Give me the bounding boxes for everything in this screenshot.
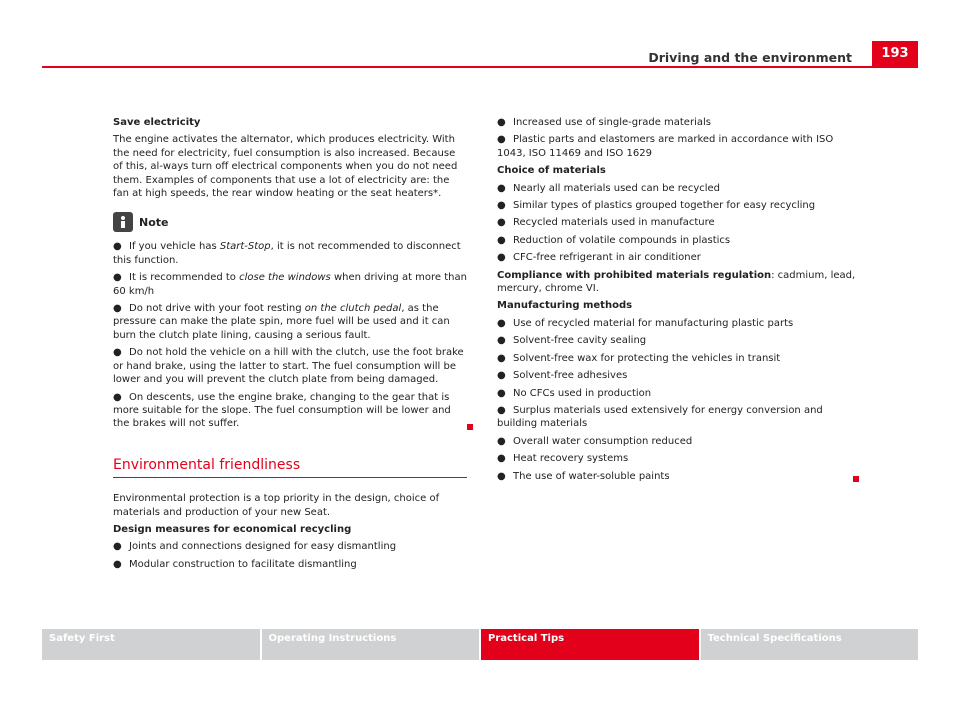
footer-tab-technical-specifications[interactable]: Technical Specifications xyxy=(701,629,919,660)
bullet-icon: ● xyxy=(497,470,506,482)
bullet-icon: ● xyxy=(497,370,506,382)
bullet-icon: ● xyxy=(113,558,122,570)
bullet-icon: ● xyxy=(113,541,122,553)
header-rule xyxy=(42,66,918,68)
bullet-icon: ● xyxy=(497,352,506,364)
bullet-icon: ● xyxy=(497,117,506,128)
list-item: ● Recycled materials used in manufacture xyxy=(497,217,715,229)
bullet-icon: ● xyxy=(497,252,506,264)
save-electricity-text: The engine activates the alternator, which produces electricity. With the need for electricity, fuel consumption is also increased. Because of this, al-ways turn off electrical components when you do not need them. Examples of components that use a lot of electricity are: the fan at high speeds, the rear window heating or the seat heaters*. xyxy=(113,134,458,200)
bullet-icon: ● xyxy=(497,182,506,194)
compliance-text: Compliance with prohibited materials regulation: cadmium, lead, mercury, chrome VI. xyxy=(497,269,856,295)
list-item: ● Use of recycled material for manufacturing plastic parts xyxy=(497,317,794,329)
bullet-icon: ● xyxy=(497,134,506,146)
right-column xyxy=(497,116,857,487)
list-item: ● The use of water-soluble paints xyxy=(497,470,857,483)
list-item: ● Solvent-free cavity sealing xyxy=(497,335,647,347)
list-item: ● Increased use of single-grade materials xyxy=(497,117,711,128)
footer-tab-practical-tips[interactable]: Practical Tips xyxy=(481,629,699,660)
list-item: ● CFC-free refrigerant in air conditioner xyxy=(497,252,701,264)
list-item: ● Similar types of plastics grouped together for easy recycling xyxy=(497,200,816,212)
save-electricity-heading: Save electricity xyxy=(113,117,201,128)
bullet-icon: ● xyxy=(497,234,506,246)
list-item: ● Nearly all materials used can be recycled xyxy=(497,182,721,194)
footer-tab-operating-instructions[interactable]: Operating Instructions xyxy=(262,629,480,660)
section-title: Environmental friendliness xyxy=(113,459,467,478)
list-item: ● Joints and connections designed for easy dismantling xyxy=(113,541,397,553)
bullet-icon: ● xyxy=(497,317,506,329)
end-of-section-icon xyxy=(467,424,473,430)
left-column xyxy=(113,116,467,575)
page-header-title: Driving and the environment xyxy=(648,50,852,65)
bullet-icon: ● xyxy=(497,404,506,416)
bullet-icon: ● xyxy=(113,303,122,315)
note-item: ● It is recommended to close the windows when driving at more than 60 km/h xyxy=(113,272,467,297)
env-text: Environmental protection is a top priority in the design, choice of materials and production of your new Seat. xyxy=(113,493,440,518)
note-item: ● On descents, use the engine brake, changing to the gear that is more suitable for the slope. The fuel consumption will be lower and the brakes will not suffer. xyxy=(113,391,467,431)
manufacturing-heading: Manufacturing methods xyxy=(497,300,633,312)
list-item: ● Reduction of volatile compounds in plastics xyxy=(497,234,731,246)
bullet-icon: ● xyxy=(497,335,506,347)
end-of-section-icon xyxy=(853,476,859,482)
bullet-icon: ● xyxy=(497,387,506,399)
design-heading: Design measures for economical recycling xyxy=(113,523,352,535)
list-item: ● Heat recovery systems xyxy=(497,453,629,465)
list-item: ● No CFCs used in production xyxy=(497,387,652,399)
note-label: Note xyxy=(139,215,169,229)
note-header xyxy=(113,212,467,232)
note-item: ● If you vehicle has Start-Stop, it is not recommended to disconnect this function. xyxy=(113,241,461,266)
page-number: 193 xyxy=(872,41,918,67)
list-item: ● Solvent-free wax for protecting the vehicles in transit xyxy=(497,352,781,364)
list-item: ● Solvent-free adhesives xyxy=(497,370,628,382)
bullet-icon: ● xyxy=(497,200,506,212)
note-icon xyxy=(113,212,133,232)
bullet-icon: ● xyxy=(113,391,122,403)
note-item: ● Do not hold the vehicle on a hill with the clutch, use the foot brake or hand brake, using the latter to start. The fuel consumption will be lower and you will prevent the clutch plate from being damaged. xyxy=(113,347,464,386)
list-item: ● Modular construction to facilitate dismantling xyxy=(113,558,357,570)
bullet-icon: ● xyxy=(497,453,506,465)
bullet-icon: ● xyxy=(497,435,506,447)
list-item: ● Surplus materials used extensively for energy conversion and building materials xyxy=(497,404,823,430)
footer-nav xyxy=(42,629,918,660)
choice-heading: Choice of materials xyxy=(497,165,606,177)
bullet-icon: ● xyxy=(113,241,122,253)
bullet-icon: ● xyxy=(497,217,506,229)
list-item: ● Overall water consumption reduced xyxy=(497,435,693,447)
bullet-icon: ● xyxy=(113,347,122,359)
bullet-icon: ● xyxy=(113,272,122,284)
note-item: ● Do not drive with your foot resting on the clutch pedal, as the pressure can make the plate spin, more fuel will be used and it can burn the clutch plate lining, causing a serious fault. xyxy=(113,303,450,341)
footer-tab-safety-first[interactable]: Safety First xyxy=(42,629,260,660)
list-item: ● Plastic parts and elastomers are marked in accordance with ISO 1043, ISO 11469 and ISO 1629 xyxy=(497,134,834,159)
